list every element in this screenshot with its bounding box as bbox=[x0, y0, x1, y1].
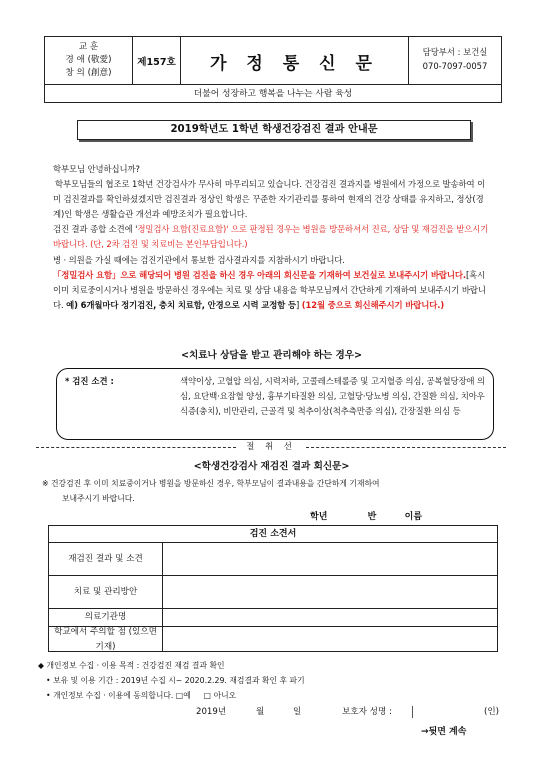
newsletter-header bbox=[44, 36, 502, 103]
sign-year: 2019년 bbox=[196, 707, 227, 717]
form-title: 검진 소견서 bbox=[249, 529, 297, 539]
form-row-clinic-name bbox=[49, 608, 497, 626]
reply-heading: <학생건강검사 재검진 결과 회신문> bbox=[193, 461, 350, 472]
paragraph-recheck bbox=[53, 222, 493, 252]
consent-yes-checkbox[interactable]: □예 bbox=[175, 691, 191, 700]
reply-form-table bbox=[48, 525, 498, 652]
form-row-label: 재검진 결과 및 소견 bbox=[49, 543, 163, 575]
form-row-label: 학교에서 주의할 점 (있으면 기재) bbox=[49, 627, 163, 652]
consent-no-checkbox[interactable]: □ 아니오 bbox=[203, 691, 237, 700]
reply-note-line1: ※ 건강검진 후 이미 치료중이거나 병원을 방문하신 경우, 학부모님이 결과내용을 간단하게 기재하여 bbox=[42, 479, 380, 488]
reply-bracket: ] bbox=[296, 299, 302, 310]
issue-number: 제157호 bbox=[133, 37, 181, 85]
grade-label: 학년 bbox=[310, 512, 328, 522]
paragraph-intro: 학부모님들의 협조로 1학년 건강검사가 무사히 마무리되고 있습니다. 건강검진 결과지를 병원에서 가정으로 발송하여 이미 검진결과를 확인하셨겠지만 검진결과 정상인 학생은 꾸준한 자기관리를 통하여 현재의 건강 상태를 유지하고, 정상(경계)인 학생은 생활습관 개선과 예방조치가 필요합니다. bbox=[53, 179, 486, 220]
reply-note bbox=[42, 476, 502, 506]
notice-body bbox=[53, 162, 493, 313]
care-heading: <치료나 상담을 받고 관리해야 하는 경우> bbox=[180, 350, 363, 361]
student-info-line bbox=[310, 509, 422, 522]
form-row-label: 의료기관명 bbox=[49, 609, 163, 626]
notice-title: 2019학년도 1학년 학생건강검진 결과 안내문 bbox=[77, 120, 471, 140]
privacy-period: • 보유 및 이용 기간 : 2019년 수집 시~ 2020.2.29. 재검결과 확인 후 파기 bbox=[46, 676, 305, 685]
school-slogan: 더불어 성장하고 행복을 나누는 사람 육성 bbox=[193, 89, 353, 99]
reply-highlight-a: 「정밀검사 요함」 bbox=[53, 269, 121, 280]
reply-example: 예) 6개월마다 정기검진, 충치 치료함, 안경으로 시력 교정함 등 bbox=[66, 299, 297, 310]
name-label: 이름 bbox=[404, 512, 423, 522]
signature-line bbox=[0, 705, 543, 723]
privacy-consent bbox=[38, 658, 508, 703]
sign-day: 일 bbox=[293, 707, 302, 717]
header-top-row bbox=[45, 37, 501, 85]
form-row-recheck-result bbox=[49, 542, 497, 575]
motto-line: 경 애 (敬愛) bbox=[65, 55, 112, 65]
reply-instruction: [혹시 이미 치료중이시거나 병원을 방문하신 경우에는 치료 및 상담 내용을 학부모님께서 간단하게 기재하여 보내주시기 바랍니다. bbox=[53, 269, 486, 310]
signature-field[interactable] bbox=[412, 706, 413, 718]
conditions-label: * 검진 소견 : bbox=[65, 376, 114, 386]
contact-info bbox=[409, 37, 501, 85]
cut-label: 절 취 선 bbox=[246, 441, 296, 451]
conditions-box bbox=[56, 368, 494, 440]
cut-line bbox=[36, 440, 506, 454]
motto-line: 교 훈 bbox=[78, 42, 99, 52]
department: 담당부서 : 보건실 bbox=[422, 47, 488, 57]
reply-highlight-b: 으로 해당되어 병원 검진을 하신 경우 아래의 회신문을 기재하여 보건실로 보내주시기 바랍니다. bbox=[120, 269, 466, 280]
paragraph-recheck-prefix: 검진 결과 종합 소견에 ' bbox=[53, 224, 138, 235]
reply-deadline: (12월 중으로 회신해주시기 바랍니다.) bbox=[301, 299, 445, 310]
form-row-school-caution bbox=[49, 626, 497, 652]
privacy-purpose: ◆ 개인정보 수집 · 이용 목적 : 건강검진 재검 결과 확인 bbox=[38, 661, 225, 670]
consent-text: • 개인정보 수집 · 이용에 동의합니다. bbox=[46, 691, 176, 700]
dashed-line-right bbox=[306, 447, 506, 448]
dashed-line-left bbox=[36, 447, 236, 448]
conditions-list: 색약이상, 고혈압 의심, 시력저하, 고콜레스테롤증 및 고지혈증 의심, 공복혈당장애 의심, 요단백·요잠혈 양성, 흉부기타질환 의심, 고혈당·당뇨병 의심, 간질환 의심, 치아우식증(충치), 비만관리, 근골격 및 척추이상(척추측만증 의심), 간장질환 의심 등 bbox=[180, 376, 485, 416]
recheck-highlight: 정밀검사 요함(진료요함)' 으로 판정된 경우는 병원을 방문하셔서 진료, 상담 및 재검진을 받으시기 바랍니다. (단, 2차 검진 및 치료비는 본인부담입니다.) bbox=[53, 224, 489, 250]
guardian-name-label: 보호자 성명 : bbox=[342, 707, 392, 717]
school-motto bbox=[45, 37, 133, 85]
class-label: 반 bbox=[367, 512, 377, 522]
continued-on-back: →뒷면 계속 bbox=[421, 727, 467, 737]
newsletter-title: 가 정 통 신 문 bbox=[181, 37, 409, 85]
form-row-label: 치료 및 관리방안 bbox=[49, 576, 163, 608]
seal-mark: (인) bbox=[484, 707, 500, 717]
paragraph-reply-request bbox=[53, 268, 493, 313]
phone-number: 070-7097-0057 bbox=[422, 61, 488, 71]
motto-line: 창 의 (創意) bbox=[65, 68, 112, 78]
form-row-treatment-plan bbox=[49, 575, 497, 608]
privacy-consent-line bbox=[38, 688, 508, 703]
paragraph-bring-results: 병 · 의원을 가실 때에는 검진기관에서 통보한 검사결과지를 지참하시기 바랍니다. bbox=[53, 254, 345, 265]
sign-month: 월 bbox=[256, 707, 265, 717]
reply-note-line2: 보내주시기 바랍니다. bbox=[62, 494, 135, 503]
greeting: 학부모님 안녕하십니까? bbox=[53, 164, 140, 174]
